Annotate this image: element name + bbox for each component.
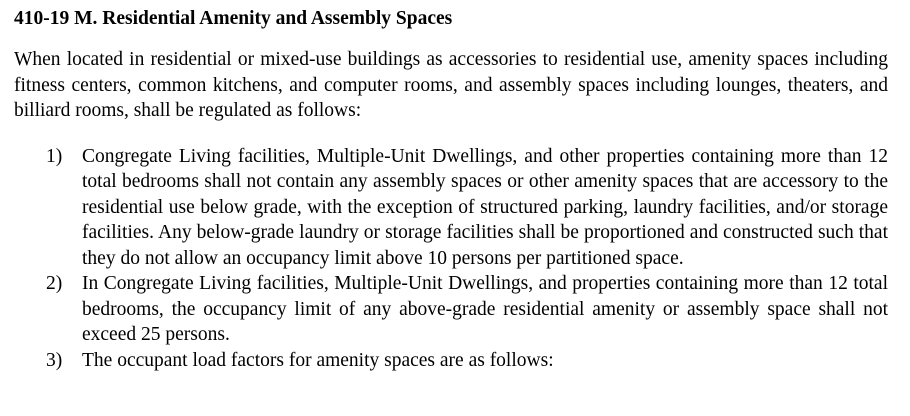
list-item bbox=[14, 144, 888, 272]
numbered-list bbox=[14, 144, 888, 374]
document-page bbox=[14, 6, 888, 373]
section-heading: 410-19 M. Residential Amenity and Assembly Spaces bbox=[14, 8, 453, 29]
list-item-text: In Congregate Living facilities, Multiple-Unit Dwellings, and properties containing more than 12 total bedrooms, the occupancy limit of any above-grade residential amenity or assembly space shall not exceed 25 persons. bbox=[82, 273, 888, 345]
list-item-text: Congregate Living facilities, Multiple-Unit Dwellings, and other properties containing more than 12 total bedrooms shall not contain any assembly spaces or other amenity spaces that are accessory to the residential use below grade, with the exception of structured parking, laundry facilities, and/or storage facilities. Any below-grade laundry or storage facilities shall be proportioned and constructed such that they do not allow an occupancy limit above 10 persons per partitioned space. bbox=[82, 145, 888, 269]
list-item-number: 3) bbox=[46, 349, 63, 371]
list-item-text: The occupant load factors for amenity spaces are as follows: bbox=[82, 349, 554, 371]
list-item bbox=[14, 271, 888, 348]
list-item-number: 1) bbox=[46, 145, 63, 167]
intro-paragraph: When located in residential or mixed-use buildings as accessories to residential use, amenity spaces including fitness centers, common kitchens, and computer rooms, and assembly spaces including lounges, theaters, and billiard rooms, shall be regulated as follows: bbox=[14, 49, 888, 121]
list-item bbox=[14, 348, 888, 374]
list-item-number: 2) bbox=[46, 273, 63, 294]
